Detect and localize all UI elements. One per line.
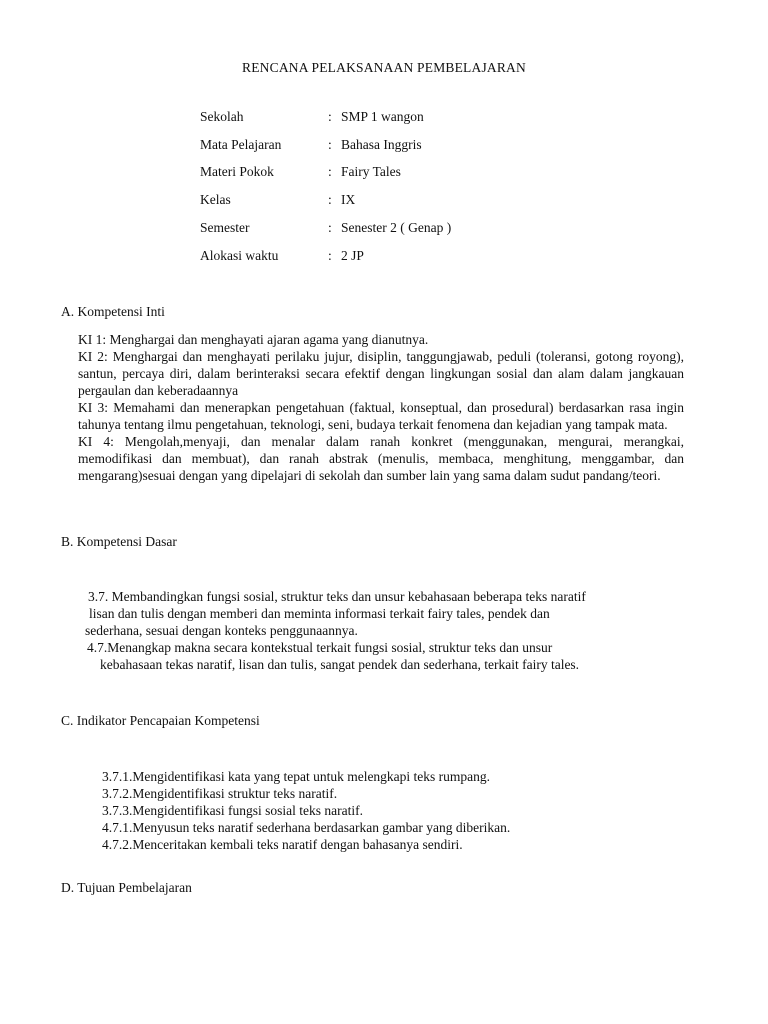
identity-label: Sekolah (200, 109, 244, 124)
identity-colon: : (328, 164, 332, 179)
identity-label: Mata Pelajaran (200, 137, 282, 152)
identity-value: Bahasa Inggris (341, 137, 422, 152)
kompetensi-inti-list (78, 331, 684, 484)
indikator-item: 4.7.2.Menceritakan kembali teks naratif dengan bahasanya sendiri. (102, 837, 463, 852)
identity-value: IX (341, 192, 356, 207)
identity-value: SMP 1 wangon (341, 109, 424, 124)
section-c-heading: C. Indikator Pencapaian Kompetensi (61, 713, 260, 728)
ki-item: KI 3: Memahami dan menerapkan pengetahuan (faktual, konseptual, dan prosedural) berdasarkan rasa ingin tahunya tentang ilmu pengetahuan, teknologi, seni, budaya terkait fenomena dan kejadian yang tampak mata. (78, 400, 684, 432)
section-d-heading: D. Tujuan Pembelajaran (61, 880, 192, 895)
ki-item: KI 4: Mengolah,menyaji, dan menalar dalam ranah konkret (menggunakan, mengurai, merangkai, memodifikasi dan membuat), dan ranah abstrak (menulis, membaca, menghitung, menggambar, dan mengarang)sesuai dengan yang dipelajari di sekolah dan sumber lain yang sama dalam sudut pandang/teori. (78, 434, 684, 483)
identity-value: 2 JP (341, 248, 364, 263)
identity-label: Materi Pokok (200, 164, 274, 179)
kompetensi-dasar-list (85, 588, 688, 673)
identity-colon: : (328, 248, 332, 263)
identity-value: Senester 2 ( Genap ) (341, 220, 452, 235)
identity-label: Alokasi waktu (200, 248, 279, 263)
ki-item: KI 2: Menghargai dan menghayati perilaku jujur, disiplin, tanggungjawab, peduli (toleransi, gotong royong), santun, percaya diri, dalam berinteraksi secara efektif dengan lingkungan sosial dan alam dalam jangkauan pergaulan dan keberadaannya (78, 349, 684, 398)
document-title: RENCANA PELAKSANAAN PEMBELAJARAN (242, 60, 526, 75)
kd-line: lisan dan tulis dengan memberi dan meminta informasi terkait fairy tales, pendek dan (89, 606, 550, 621)
kd-line: sederhana, sesuai dengan konteks penggunaannya. (85, 623, 358, 638)
identity-colon: : (328, 109, 332, 124)
kd-line: 3.7. Membandingkan fungsi sosial, struktur teks dan unsur kebahasaan beberapa teks naratif (88, 589, 586, 604)
indikator-item: 3.7.3.Mengidentifikasi fungsi sosial teks naratif. (102, 803, 363, 818)
identity-colon: : (328, 192, 332, 207)
identity-label: Semester (200, 220, 250, 235)
identity-colon: : (328, 137, 332, 152)
identity-label: Kelas (200, 192, 231, 207)
indikator-item: 4.7.1.Menyusun teks naratif sederhana berdasarkan gambar yang diberikan. (102, 820, 511, 835)
section-b-heading: B. Kompetensi Dasar (61, 534, 177, 549)
identity-colon: : (328, 220, 332, 235)
section-a-heading: A. Kompetensi Inti (61, 304, 165, 319)
identity-value: Fairy Tales (341, 164, 401, 179)
indikator-item: 3.7.1.Mengidentifikasi kata yang tepat untuk melengkapi teks rumpang. (102, 769, 491, 784)
indikator-item: 3.7.2.Mengidentifikasi struktur teks naratif. (102, 786, 338, 801)
kd-line: 4.7.Menangkap makna secara kontekstual terkait fungsi sosial, struktur teks dan unsur (87, 640, 553, 655)
kd-line: kebahasaan tekas naratif, lisan dan tulis, sangat pendek dan sederhana, terkait fairy tales. (100, 657, 580, 672)
ki-item: KI 1: Menghargai dan menghayati ajaran agama yang dianutnya. (78, 332, 429, 347)
indikator-list (102, 768, 662, 853)
